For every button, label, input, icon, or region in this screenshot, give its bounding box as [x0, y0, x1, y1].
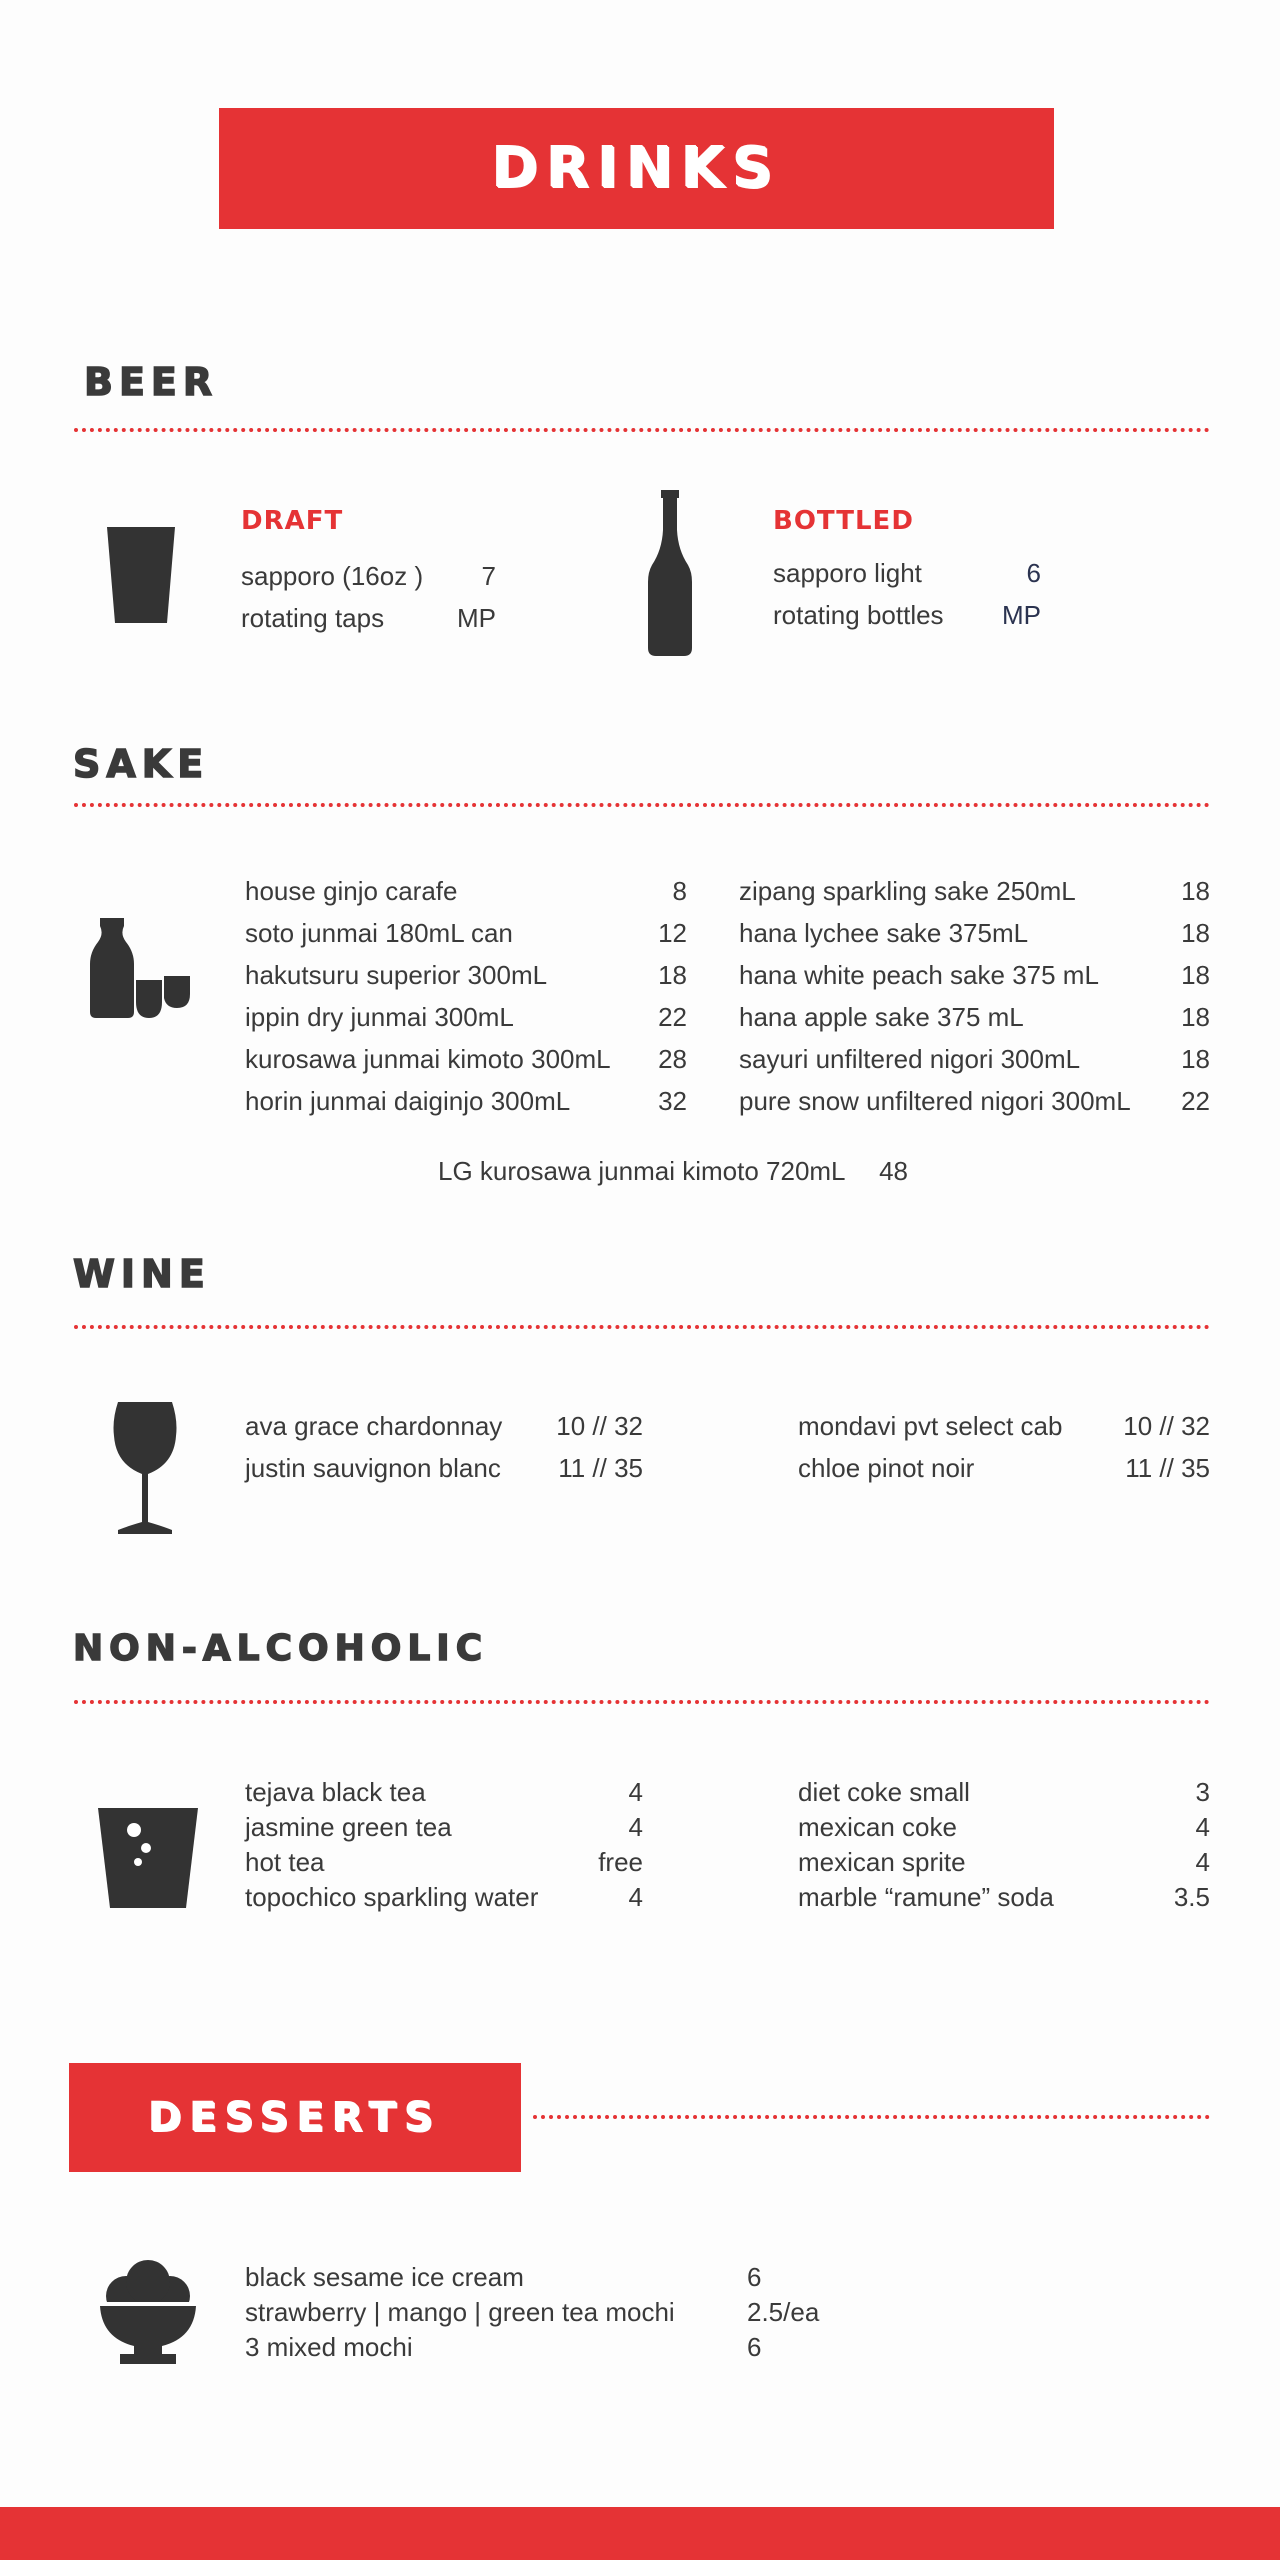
soda-glass-icon: [98, 1808, 198, 1908]
bottled-list: [773, 552, 1041, 636]
list-item: zipang sparkling sake 250mL 18: [739, 876, 1210, 906]
list-item: house ginjo carafe 8: [245, 876, 687, 906]
list-item: topochico sparkling water 4: [245, 1882, 643, 1912]
list-item: horin junmai daiginjo 300mL 32: [245, 1086, 687, 1116]
nonalcoholic-section-title: NON-ALCOHOLIC: [73, 1628, 489, 1669]
list-item: sapporo light 6: [773, 558, 1041, 588]
beer-divider: [74, 428, 1210, 432]
list-item: ava grace chardonnay 10 // 32: [245, 1411, 643, 1441]
list-item: rotating taps MP: [241, 603, 496, 633]
ice-cream-bowl-icon: [100, 2258, 196, 2364]
desserts-divider: [533, 2115, 1210, 2119]
page-title: DRINKS: [491, 136, 782, 201]
list-item: mexican sprite 4: [798, 1847, 1210, 1877]
draft-label: DRAFT: [241, 506, 344, 536]
wine-glass-icon: [112, 1402, 178, 1534]
list-item: strawberry | mango | green tea mochi 2.5/ea: [245, 2297, 820, 2327]
list-item: ippin dry junmai 300mL 22: [245, 1002, 687, 1032]
list-item: sayuri unfiltered nigori 300mL 18: [739, 1044, 1210, 1074]
list-item: rotating bottles MP: [773, 600, 1041, 630]
wine-divider: [74, 1325, 1210, 1329]
sake-list-left: [245, 870, 687, 1122]
wine-section-title: WINE: [73, 1252, 211, 1296]
desserts-title: DESSERTS: [148, 2094, 442, 2141]
footer-bar: [0, 2507, 1280, 2560]
list-item: diet coke small 3: [798, 1777, 1210, 1807]
list-item: justin sauvignon blanc 11 // 35: [245, 1453, 643, 1483]
nonalcoholic-list-left: [245, 1775, 643, 1915]
sake-section-title: SAKE: [73, 742, 210, 786]
list-item: mexican coke 4: [798, 1812, 1210, 1842]
desserts-banner: [69, 2063, 521, 2172]
sake-divider: [74, 803, 1210, 807]
list-item: hana white peach sake 375 mL 18: [739, 960, 1210, 990]
list-item: tejava black tea 4: [245, 1777, 643, 1807]
list-item: jasmine green tea 4: [245, 1812, 643, 1842]
list-item: hakutsuru superior 300mL 18: [245, 960, 687, 990]
list-item: hana apple sake 375 mL 18: [739, 1002, 1210, 1032]
list-item: pure snow unfiltered nigori 300mL 22: [739, 1086, 1210, 1116]
wine-list-right: [798, 1405, 1210, 1489]
drinks-banner: [219, 108, 1054, 229]
sake-list-right: [739, 870, 1210, 1122]
beer-bottle-icon: [648, 490, 692, 656]
list-item: soto junmai 180mL can 12: [245, 918, 687, 948]
list-item: hana lychee sake 375mL 18: [739, 918, 1210, 948]
list-item: hot tea free: [245, 1847, 643, 1877]
nonalcoholic-divider: [74, 1700, 1210, 1704]
list-item: kurosawa junmai kimoto 300mL 28: [245, 1044, 687, 1074]
list-item: mondavi pvt select cab 10 // 32: [798, 1411, 1210, 1441]
beer-section-title: BEER: [84, 360, 219, 404]
list-item: black sesame ice cream 6: [245, 2262, 762, 2292]
draft-list: [241, 555, 496, 639]
sake-set-icon: [90, 918, 190, 1018]
desserts-list: [245, 2260, 825, 2365]
nonalcoholic-list-right: [798, 1775, 1210, 1915]
list-item: 3 mixed mochi 6: [245, 2332, 762, 2362]
pint-glass-icon: [105, 525, 177, 625]
list-item: marble “ramune” soda 3.5: [798, 1882, 1210, 1912]
sake-featured-item: LG kurosawa junmai kimoto 720mL 48: [438, 1156, 908, 1186]
wine-list-left: [245, 1405, 643, 1489]
list-item: chloe pinot noir 11 // 35: [798, 1453, 1210, 1483]
bottled-label: BOTTLED: [773, 506, 914, 536]
list-item: sapporo (16oz ) 7: [241, 561, 496, 591]
